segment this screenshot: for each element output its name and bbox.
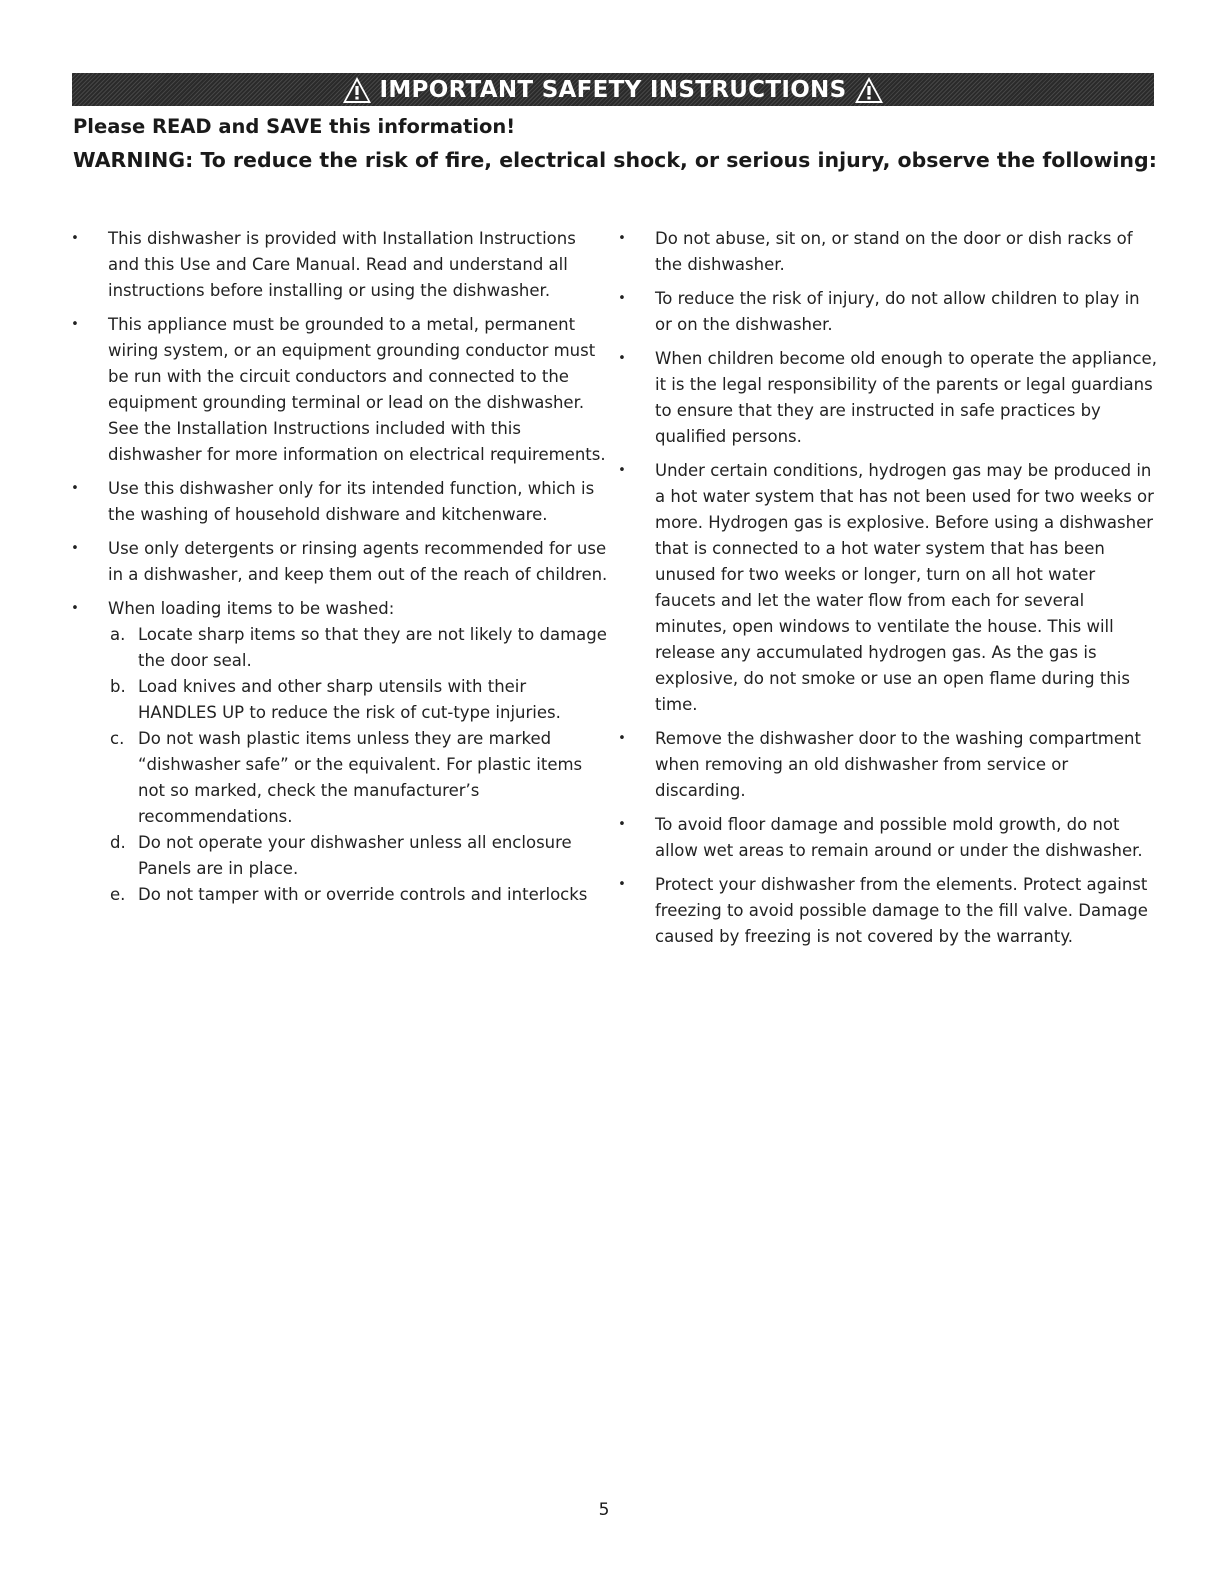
- list-item: [617, 726, 1157, 804]
- bullet: •: [618, 877, 626, 892]
- list-item: [70, 312, 610, 468]
- sub-item-letter: b.: [110, 677, 126, 696]
- list-item: [70, 476, 610, 528]
- left-column: [70, 226, 610, 916]
- sub-item-text: Locate sharp items so that they are not likely to damage the door seal.: [138, 625, 607, 670]
- bullet: •: [71, 231, 79, 246]
- read-save-subheading: Please READ and SAVE this information!: [73, 115, 516, 138]
- list-item: [617, 286, 1157, 338]
- sub-item: [110, 830, 610, 882]
- sub-item: [110, 674, 610, 726]
- sub-item-text: Do not operate your dishwasher unless all enclosure Panels are in place.: [138, 833, 572, 878]
- warning-triangle-icon: [342, 76, 372, 104]
- right-column: [617, 226, 1157, 958]
- item-text: Under certain conditions, hydrogen gas may be produced in a hot water system that has not been used for two weeks or more. Hydrogen gas is explosive. Before using a dishwasher that is connected to a hot water system that has been unused for two weeks or longer, turn on all hot water faucets and let the water flow from each for several minutes, open windows to ventilate the house. This will release any accumulated hydrogen gas. As the gas is explosive, do not smoke or use an open flame during this time.: [655, 461, 1154, 714]
- item-text: This appliance must be grounded to a metal, permanent wiring system, or an equipment grounding conductor must be run with the circuit conductors and connected to the equipment grounding terminal or lead on the dishwasher. See the Installation Instructions included with this dishwasher for more information on electrical requirements.: [108, 315, 606, 464]
- item-text: Do not abuse, sit on, or stand on the door or dish racks of the dishwasher.: [655, 229, 1133, 274]
- item-text: When loading items to be washed:: [108, 599, 395, 618]
- sub-item-text: Load knives and other sharp utensils with their HANDLES UP to reduce the risk of cut-type injuries.: [138, 677, 561, 722]
- bullet: •: [71, 541, 79, 556]
- list-item: [70, 536, 610, 588]
- bullet: •: [618, 463, 626, 478]
- list-item: [617, 872, 1157, 950]
- bullet: •: [618, 351, 626, 366]
- banner-title: IMPORTANT SAFETY INSTRUCTIONS: [379, 76, 847, 103]
- list-item: [617, 226, 1157, 278]
- sub-item-letter: d.: [110, 833, 126, 852]
- sub-item-letter: c.: [110, 729, 125, 748]
- bullet: •: [618, 731, 626, 746]
- bullet: •: [71, 481, 79, 496]
- sub-item: [110, 882, 610, 908]
- list-item: [617, 458, 1157, 718]
- item-text: Use only detergents or rinsing agents recommended for use in a dishwasher, and keep them out of the reach of children.: [108, 539, 608, 584]
- page-number: 5: [598, 1500, 610, 1520]
- warning-triangle-icon: [854, 76, 884, 104]
- safety-banner: [72, 73, 1154, 106]
- warning-heading: WARNING: To reduce the risk of fire, electrical shock, or serious injury, observe the following:: [73, 148, 1157, 172]
- item-text: This dishwasher is provided with Installation Instructions and this Use and Care Manual. Read and understand all instructions before installing or using the dishwasher.: [108, 229, 576, 300]
- bullet: •: [71, 601, 79, 616]
- bullet: •: [618, 231, 626, 246]
- bullet: •: [618, 291, 626, 306]
- item-text: Remove the dishwasher door to the washing compartment when removing an old dishwasher from service or discarding.: [655, 729, 1141, 800]
- item-text: To reduce the risk of injury, do not allow children to play in or on the dishwasher.: [655, 289, 1140, 334]
- sub-item: [110, 622, 610, 674]
- list-item: [617, 812, 1157, 864]
- item-text: To avoid floor damage and possible mold growth, do not allow wet areas to remain around or under the dishwasher.: [655, 815, 1143, 860]
- sub-item-letter: e.: [110, 885, 126, 904]
- bullet: •: [71, 317, 79, 332]
- item-text: Protect your dishwasher from the elements. Protect against freezing to avoid possible damage to the fill valve. Damage caused by freezing is not covered by the warranty.: [655, 875, 1148, 946]
- sub-item-text: Do not wash plastic items unless they are marked “dishwasher safe” or the equivalent. For plastic items not so marked, check the manufacturer’s recommendations.: [138, 729, 583, 826]
- sub-item: [110, 726, 610, 830]
- item-text: When children become old enough to operate the appliance, it is the legal responsibility of the parents or legal guardians to ensure that they are instructed in safe practices by qualified persons.: [655, 349, 1157, 446]
- bullet: •: [618, 817, 626, 832]
- list-item: [70, 596, 610, 908]
- item-text: Use this dishwasher only for its intended function, which is the washing of household dishware and kitchenware.: [108, 479, 595, 524]
- list-item: [70, 226, 610, 304]
- sub-item-text: Do not tamper with or override controls and interlocks: [138, 885, 588, 904]
- list-item: [617, 346, 1157, 450]
- sub-item-letter: a.: [110, 625, 126, 644]
